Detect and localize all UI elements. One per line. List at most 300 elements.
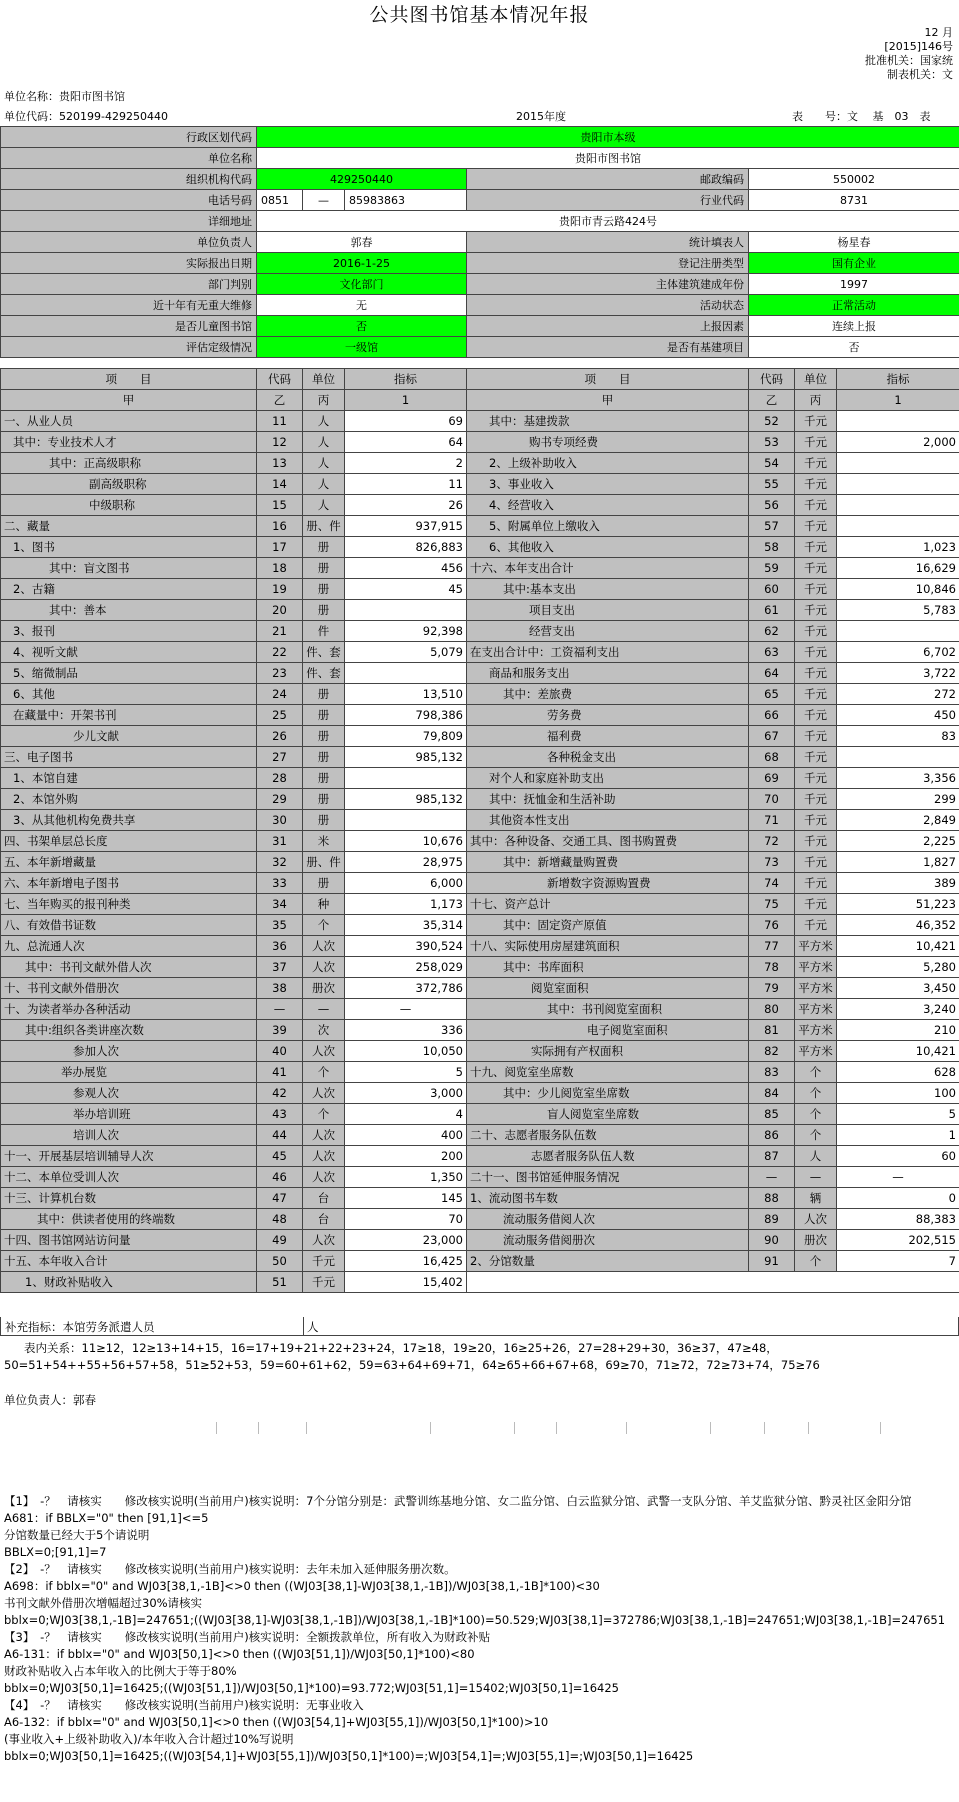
left-item-value[interactable]: —	[345, 999, 467, 1020]
table-row	[1, 537, 959, 558]
repair-label: 近十年有无重大维修	[1, 295, 257, 316]
right-item-code: 69	[749, 768, 795, 789]
right-item-value[interactable]: —	[837, 1167, 959, 1188]
left-item-name: 十、为读者举办各种活动	[1, 999, 257, 1020]
right-item-code: 86	[749, 1125, 795, 1146]
right-item-code: 81	[749, 1020, 795, 1041]
note-line: A698：if bblx="0" and WJ03[38,1,-1B]<>0 then ((WJ03[38,1]-WJ03[38,1,-1B])/WJ03[38,1,-1B]*100)<30	[4, 1579, 600, 1593]
table-row	[1, 600, 959, 621]
right-item-value[interactable]: 10,846	[837, 579, 959, 600]
right-item-name: 其中：各种设备、交通工具、图书购置费	[467, 831, 749, 852]
left-item-name: 其中：供读者使用的终端数	[1, 1209, 257, 1230]
right-item-name: 流动服务借阅册次	[467, 1230, 749, 1251]
right-item-unit: 千元	[795, 600, 837, 621]
right-item-value[interactable]: 5,783	[837, 600, 959, 621]
left-item-value[interactable]: 69	[345, 411, 467, 432]
note-line: 书刊文献外借册次增幅超过30%请核实	[4, 1596, 203, 1610]
left-item-value[interactable]: 4	[345, 1104, 467, 1125]
right-item-name: 十八、实际使用房屋建筑面积	[467, 936, 749, 957]
right-item-code: 57	[749, 516, 795, 537]
dept-label: 部门判别	[1, 274, 257, 295]
right-item-unit: 千元	[795, 873, 837, 894]
right-item-unit: 千元	[795, 789, 837, 810]
right-item-value[interactable]: 100	[837, 1083, 959, 1104]
table-row	[1, 999, 959, 1020]
right-item-name: 2、上级补助收入	[467, 453, 749, 474]
left-item-code: 46	[257, 1167, 303, 1188]
right-item-value[interactable]: 3,722	[837, 663, 959, 684]
supplement-divider	[303, 1317, 304, 1335]
industry-label: 行业代码	[467, 190, 749, 211]
left-item-name: 其中：正高级职称	[1, 453, 257, 474]
col-item-sub: 甲	[467, 390, 749, 411]
table-row	[1, 663, 959, 684]
left-item-value[interactable]: 258,029	[345, 957, 467, 978]
right-item-value[interactable]: 210	[837, 1020, 959, 1041]
phone-number-value[interactable]: 85983863	[345, 190, 467, 211]
left-item-name: 六、本年新增电子图书	[1, 873, 257, 894]
right-item-value[interactable]: 272	[837, 684, 959, 705]
left-item-value[interactable]: 16,425	[345, 1251, 467, 1272]
left-item-unit: 册	[303, 810, 345, 831]
right-item-name: 二十一、图书馆延伸服务情况	[467, 1167, 749, 1188]
right-item-unit: 千元	[795, 558, 837, 579]
right-item-unit: 册次	[795, 1230, 837, 1251]
left-item-unit: 册	[303, 705, 345, 726]
left-item-code: —	[257, 999, 303, 1020]
col-unit-sub: 丙	[303, 390, 345, 411]
right-item-code: 53	[749, 432, 795, 453]
industry-value[interactable]: 8731	[749, 190, 959, 211]
table-row	[1, 1083, 959, 1104]
col-value-sub: 1	[837, 390, 959, 411]
table-row	[1, 1104, 959, 1125]
left-item-name: 其中：盲文图书	[1, 558, 257, 579]
left-item-unit: 件、套	[303, 663, 345, 684]
table-row	[1, 873, 959, 894]
right-item-value[interactable]: 1	[837, 1125, 959, 1146]
left-item-unit: 种	[303, 894, 345, 915]
left-item-name: 3、报刊	[1, 621, 257, 642]
approval-line-1: 12 月	[924, 26, 953, 39]
left-item-value[interactable]: 145	[345, 1188, 467, 1209]
right-item-value[interactable]: 88,383	[837, 1209, 959, 1230]
right-item-name: 1、流动图书车数	[467, 1188, 749, 1209]
right-item-code: 83	[749, 1062, 795, 1083]
left-item-unit: 件、套	[303, 642, 345, 663]
left-item-name: 在藏量中：开架书刊	[1, 705, 257, 726]
left-item-value[interactable]: 390,524	[345, 936, 467, 957]
left-item-code: 31	[257, 831, 303, 852]
col-code-sub: 乙	[257, 390, 303, 411]
right-item-name: 商品和服务支出	[467, 663, 749, 684]
right-item-code: 75	[749, 894, 795, 915]
note-line: A6-132：if bblx="0" and WJ03[50,1]<>0 then ((WJ03[54,1]+WJ03[55,1])/WJ03[50,1]*100)>10	[4, 1715, 549, 1729]
status-label: 活动状态	[467, 295, 749, 316]
right-item-code: 78	[749, 957, 795, 978]
right-item-value[interactable]: 0	[837, 1188, 959, 1209]
note-line: bblx=0;WJ03[50,1]=16425;((WJ03[51,1])/WJ03[50,1]*100)=93.772;WJ03[51,1]=15402;WJ03[50,1]=16425	[4, 1681, 619, 1695]
right-item-value[interactable]: 628	[837, 1062, 959, 1083]
left-item-code: 15	[257, 495, 303, 516]
right-item-unit: 千元	[795, 831, 837, 852]
left-item-unit: 人	[303, 474, 345, 495]
left-item-value[interactable]: 372,786	[345, 978, 467, 999]
left-item-value[interactable]: 2	[345, 453, 467, 474]
right-item-code: 66	[749, 705, 795, 726]
col-value-header: 指标	[837, 369, 959, 390]
left-item-value[interactable]: 13,510	[345, 684, 467, 705]
child-value[interactable]: 否	[257, 316, 467, 337]
left-item-name: 七、当年购买的报刊种类	[1, 894, 257, 915]
left-item-name: 一、从业人员	[1, 411, 257, 432]
left-item-value[interactable]: 11	[345, 474, 467, 495]
info-row	[1, 190, 959, 211]
right-item-name: 其中:基本支出	[467, 579, 749, 600]
right-item-code: 60	[749, 579, 795, 600]
report-value[interactable]: 连续上报	[749, 316, 959, 337]
left-item-value[interactable]: 26	[345, 495, 467, 516]
unit-name-label: 单位名称	[1, 148, 257, 169]
org-code-label: 组织机构代码	[1, 169, 257, 190]
rating-value[interactable]: 一级馆	[257, 337, 467, 358]
left-item-value[interactable]: 10,050	[345, 1041, 467, 1062]
left-item-value[interactable]: 79,809	[345, 726, 467, 747]
right-item-value[interactable]	[837, 474, 959, 495]
rating-label: 评估定级情况	[1, 337, 257, 358]
left-item-value[interactable]: 826,883	[345, 537, 467, 558]
note-line: 【3】 -？ 请核实 修改核实说明(当前用户)核实说明：全额拨款单位，所有收入为财政补贴	[4, 1630, 491, 1644]
left-item-value[interactable]	[345, 768, 467, 789]
header-row	[1, 390, 959, 411]
right-item-value[interactable]: 16,629	[837, 558, 959, 579]
right-item-value[interactable]: 83	[837, 726, 959, 747]
left-item-code: 16	[257, 516, 303, 537]
right-item-value[interactable]: 5	[837, 1104, 959, 1125]
left-item-unit: 台	[303, 1188, 345, 1209]
right-item-value[interactable]	[837, 495, 959, 516]
right-item-value[interactable]: 389	[837, 873, 959, 894]
right-item-value[interactable]	[837, 516, 959, 537]
repair-value[interactable]: 无	[257, 295, 467, 316]
left-item-name: 1、财政补贴收入	[1, 1272, 257, 1293]
right-item-name: 其中：差旅费	[467, 684, 749, 705]
right-item-code: 54	[749, 453, 795, 474]
left-item-code: 29	[257, 789, 303, 810]
left-item-name: 培训人次	[1, 1125, 257, 1146]
left-item-value[interactable]: 798,386	[345, 705, 467, 726]
left-item-value[interactable]: 985,132	[345, 747, 467, 768]
address-label: 详细地址	[1, 211, 257, 232]
right-item-value[interactable]: 3,356	[837, 768, 959, 789]
right-item-value[interactable]	[837, 621, 959, 642]
right-item-value[interactable]: 6,702	[837, 642, 959, 663]
left-item-unit: 人	[303, 411, 345, 432]
left-item-value[interactable]: 45	[345, 579, 467, 600]
left-item-value[interactable]: 400	[345, 1125, 467, 1146]
unit-code-line	[4, 108, 168, 124]
reg-type-value[interactable]: 国有企业	[749, 253, 959, 274]
left-item-value[interactable]: 10,676	[345, 831, 467, 852]
right-item-unit: 个	[795, 1083, 837, 1104]
left-item-name: 其中：专业技术人才	[1, 432, 257, 453]
table-row	[1, 684, 959, 705]
right-item-value[interactable]: 1,023	[837, 537, 959, 558]
left-item-unit: 千元	[303, 1272, 345, 1293]
left-item-unit: 册、件	[303, 516, 345, 537]
right-item-name: 志愿者服务队伍人数	[467, 1146, 749, 1167]
left-item-value[interactable]: 5,079	[345, 642, 467, 663]
right-item-value[interactable]: 46,352	[837, 915, 959, 936]
left-item-unit: 次	[303, 1020, 345, 1041]
left-item-code: 30	[257, 810, 303, 831]
info-row	[1, 127, 959, 148]
left-item-code: 44	[257, 1125, 303, 1146]
right-item-name: 购书专项经费	[467, 432, 749, 453]
right-item-value[interactable]: 2,225	[837, 831, 959, 852]
table-row	[1, 726, 959, 747]
left-item-code: 33	[257, 873, 303, 894]
left-item-unit: 人次	[303, 957, 345, 978]
left-item-code: 22	[257, 642, 303, 663]
right-item-unit: 个	[795, 1125, 837, 1146]
right-item-name: 在支出合计中：工资福利支出	[467, 642, 749, 663]
left-item-name: 2、古籍	[1, 579, 257, 600]
left-item-unit: —	[303, 999, 345, 1020]
left-item-unit: 人	[303, 432, 345, 453]
org-code-value[interactable]: 429250440	[257, 169, 467, 190]
left-item-code: 20	[257, 600, 303, 621]
postal-value[interactable]: 550002	[749, 169, 959, 190]
right-item-value[interactable]: 1,827	[837, 852, 959, 873]
table-row	[1, 768, 959, 789]
left-item-value[interactable]: 985,132	[345, 789, 467, 810]
right-item-unit: 个	[795, 1062, 837, 1083]
right-item-code: 85	[749, 1104, 795, 1125]
left-item-code: 23	[257, 663, 303, 684]
left-item-unit: 册	[303, 684, 345, 705]
right-item-unit: 千元	[795, 726, 837, 747]
table-row	[1, 1209, 959, 1230]
report-title: 公共图书馆基本情况年报	[369, 4, 590, 26]
note-line: 财政补贴收入占本年收入的比例大于等于80%	[4, 1664, 237, 1678]
unit-name-label: 单位名称：	[4, 90, 59, 103]
left-item-unit: 人次	[303, 1230, 345, 1251]
left-item-value[interactable]: 15,402	[345, 1272, 467, 1293]
date-label: 实际报出日期	[1, 253, 257, 274]
build-year-value[interactable]: 1997	[749, 274, 959, 295]
right-item-name: 2、分馆数量	[467, 1251, 749, 1272]
left-item-value[interactable]: 6,000	[345, 873, 467, 894]
right-item-code: 87	[749, 1146, 795, 1167]
left-item-value[interactable]: 336	[345, 1020, 467, 1041]
left-item-unit: 人	[303, 453, 345, 474]
left-item-unit: 人次	[303, 1167, 345, 1188]
left-item-unit: 册	[303, 537, 345, 558]
left-item-value[interactable]	[345, 600, 467, 621]
right-item-unit: 平方米	[795, 957, 837, 978]
right-item-name: 经营支出	[467, 621, 749, 642]
right-item-value[interactable]: 450	[837, 705, 959, 726]
table-row	[1, 915, 959, 936]
right-item-value[interactable]	[837, 411, 959, 432]
left-item-value[interactable]: 937,915	[345, 516, 467, 537]
right-item-unit: 千元	[795, 432, 837, 453]
right-item-value[interactable]: 3,240	[837, 999, 959, 1020]
right-item-name: 十七、资产总计	[467, 894, 749, 915]
indicator-table	[0, 368, 959, 1293]
left-item-name: 举办展览	[1, 1062, 257, 1083]
left-item-value[interactable]: 92,398	[345, 621, 467, 642]
table-row	[1, 1041, 959, 1062]
right-item-unit: 千元	[795, 579, 837, 600]
left-item-value[interactable]: 1,173	[345, 894, 467, 915]
left-item-value[interactable]	[345, 663, 467, 684]
left-item-name: 5、缩微制品	[1, 663, 257, 684]
left-item-value[interactable]: 200	[345, 1146, 467, 1167]
right-item-code: 84	[749, 1083, 795, 1104]
date-value[interactable]: 2016-1-25	[257, 253, 467, 274]
left-item-name: 其中:组织各类讲座次数	[1, 1020, 257, 1041]
left-item-code: 24	[257, 684, 303, 705]
right-item-name: 各种税金支出	[467, 747, 749, 768]
dept-value[interactable]: 文化部门	[257, 274, 467, 295]
left-item-value[interactable]	[345, 810, 467, 831]
status-value[interactable]: 正常活动	[749, 295, 959, 316]
right-item-value[interactable]: 3,450	[837, 978, 959, 999]
header-row	[1, 369, 959, 390]
table-row	[1, 558, 959, 579]
right-item-value[interactable]: 7	[837, 1251, 959, 1272]
project-value[interactable]: 否	[749, 337, 959, 358]
right-item-value[interactable]: 10,421	[837, 1041, 959, 1062]
right-item-code: —	[749, 1167, 795, 1188]
unit-name-value[interactable]: 贵阳市图书馆	[257, 148, 959, 169]
left-item-code: 34	[257, 894, 303, 915]
left-item-unit: 册	[303, 768, 345, 789]
col-code-header: 代码	[749, 369, 795, 390]
right-item-code: 79	[749, 978, 795, 999]
left-item-value[interactable]: 64	[345, 432, 467, 453]
right-item-unit: 人	[795, 1146, 837, 1167]
left-item-unit: 册	[303, 558, 345, 579]
project-label: 是否有基建项目	[467, 337, 749, 358]
note-line: BBLX=0;[91,1]=7	[4, 1545, 107, 1559]
right-item-value[interactable]: 5,280	[837, 957, 959, 978]
left-item-unit: 册	[303, 873, 345, 894]
right-item-value[interactable]: 60	[837, 1146, 959, 1167]
left-item-unit: 册	[303, 726, 345, 747]
right-item-code: 82	[749, 1041, 795, 1062]
left-item-unit: 册	[303, 747, 345, 768]
left-item-value[interactable]: 35,314	[345, 915, 467, 936]
left-item-code: 17	[257, 537, 303, 558]
left-item-unit: 人次	[303, 1083, 345, 1104]
right-item-code: 52	[749, 411, 795, 432]
approval-info	[865, 26, 953, 82]
table-row	[1, 852, 959, 873]
right-item-code: 90	[749, 1230, 795, 1251]
right-item-value[interactable]: 2,000	[837, 432, 959, 453]
approval-line-3: 批准机关：国家统	[865, 54, 953, 67]
head-value[interactable]: 郭春	[257, 232, 467, 253]
table-row	[1, 747, 959, 768]
note-line: A681：if BBLX="0" then [91,1]<=5	[4, 1511, 209, 1525]
left-item-code: 51	[257, 1272, 303, 1293]
info-row	[1, 253, 959, 274]
table-row	[1, 621, 959, 642]
left-item-code: 45	[257, 1146, 303, 1167]
phone-area-value[interactable]: 0851	[257, 190, 303, 211]
approval-line-4: 制表机关：文	[887, 68, 953, 81]
left-item-value[interactable]: 23,000	[345, 1230, 467, 1251]
supplement-label: 补充指标：本馆劳务派遣人员	[5, 1320, 155, 1334]
left-item-unit: 个	[303, 1104, 345, 1125]
filler-value[interactable]: 杨星春	[749, 232, 959, 253]
col-item-header: 项 目	[1, 369, 257, 390]
left-item-code: 47	[257, 1188, 303, 1209]
note-line: 分馆数量已经大于5个请说明	[4, 1528, 150, 1542]
table-row	[1, 789, 959, 810]
right-item-code: 65	[749, 684, 795, 705]
right-item-value[interactable]: 202,515	[837, 1230, 959, 1251]
phone-dash: —	[303, 190, 345, 211]
left-item-unit: 人次	[303, 1125, 345, 1146]
table-row	[1, 1020, 959, 1041]
left-item-name: 其中：书刊文献外借人次	[1, 957, 257, 978]
left-item-value[interactable]: 3,000	[345, 1083, 467, 1104]
left-item-value[interactable]: 70	[345, 1209, 467, 1230]
right-item-name: 其中：基建拨款	[467, 411, 749, 432]
right-item-name: 十九、阅览室坐席数	[467, 1062, 749, 1083]
left-item-unit: 人次	[303, 1041, 345, 1062]
note-line: bblx=0;WJ03[38,1,-1B]=247651;((WJ03[38,1]-WJ03[38,1,-1B])/WJ03[38,1,-1B]*100)=50.529;WJ03[38,1]=372786;WJ03[38,1,-1B]=247651;WJ03[38,1,-1B]=247651	[4, 1613, 946, 1627]
right-item-code: 61	[749, 600, 795, 621]
right-item-value[interactable]: 299	[837, 789, 959, 810]
left-item-code: 42	[257, 1083, 303, 1104]
left-item-name: 二、藏量	[1, 516, 257, 537]
note-line: bblx=0;WJ03[50,1]=16425;((WJ03[54,1]+WJ03[55,1])/WJ03[50,1]*100)=;WJ03[54,1]=;WJ03[55,1]=;WJ03[50,1]=16425	[4, 1749, 694, 1763]
right-item-value[interactable]	[837, 747, 959, 768]
left-item-value[interactable]: 1,350	[345, 1167, 467, 1188]
approval-line-2: [2015]146号	[884, 40, 953, 53]
right-item-code: 80	[749, 999, 795, 1020]
right-item-value[interactable]: 51,223	[837, 894, 959, 915]
left-item-name: 十、书刊文献外借册次	[1, 978, 257, 999]
left-item-code: 21	[257, 621, 303, 642]
right-item-unit: 千元	[795, 852, 837, 873]
right-item-unit: 个	[795, 1251, 837, 1272]
left-item-code: 35	[257, 915, 303, 936]
address-value[interactable]: 贵阳市青云路424号	[257, 211, 959, 232]
left-item-value[interactable]: 28,975	[345, 852, 467, 873]
right-item-value[interactable]: 10,421	[837, 936, 959, 957]
left-item-value[interactable]: 5	[345, 1062, 467, 1083]
left-item-value[interactable]: 456	[345, 558, 467, 579]
left-item-code: 26	[257, 726, 303, 747]
right-item-value[interactable]: 2,849	[837, 810, 959, 831]
admin-code-value[interactable]: 贵阳市本级	[257, 127, 959, 148]
table-row	[1, 432, 959, 453]
right-item-name: 劳务费	[467, 705, 749, 726]
right-item-value[interactable]	[837, 453, 959, 474]
left-item-unit: 册	[303, 579, 345, 600]
left-item-name: 十一、开展基层培训辅导人次	[1, 1146, 257, 1167]
left-item-name: 3、从其他机构免费共享	[1, 810, 257, 831]
right-item-name: 阅览室面积	[467, 978, 749, 999]
left-item-name: 五、本年新增藏量	[1, 852, 257, 873]
right-item-code: 58	[749, 537, 795, 558]
